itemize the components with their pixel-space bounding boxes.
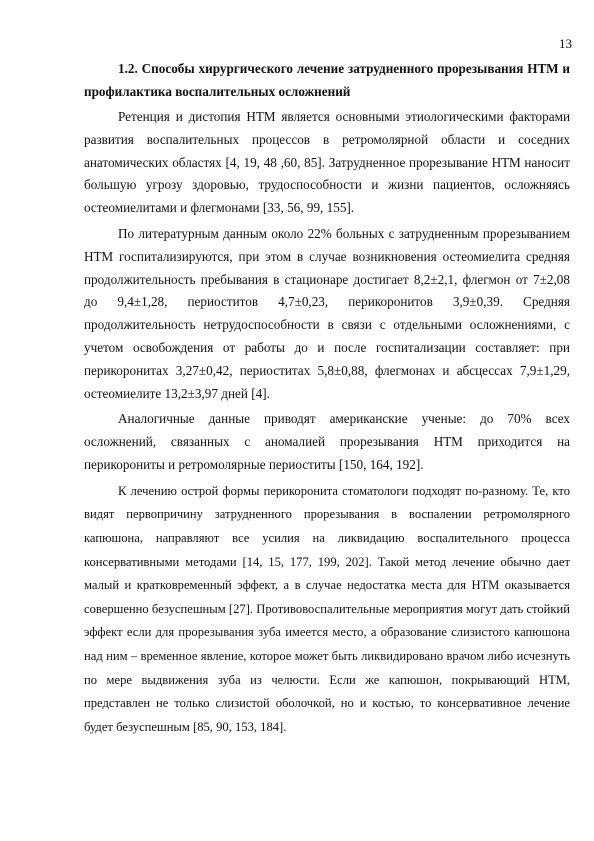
page-content (84, 58, 570, 742)
paragraph-literature-data: По литературным данным около 22% больных с затрудненным прорезыванием НТМ госпитализируются, при этом в случае возникновения остеомиелита средняя продолжительность пребывания в стационаре достигает 8,2±2,1, флегмон от 7±2,08 до 9,4±1,28, периоститов 4,7±0,23, перикоронитов 3,9±0,39. Средняя продолжительность нетрудоспособности в связи с отдельными осложнениями, с учетом освобождения от работы до и после госпитализации составляет: при перикоронитах 3,27±0,42, периоститах 5,8±0,88, флегмонах и абсцессах 7,9±1,29, остеомиелите 13,2±3,97 дней [4]. (84, 225, 570, 401)
paragraph-retention: Ретенция и дистопия НТМ является основными этиологическими факторами развития воспалительных процессов в ретромолярной области и соседних анатомических областях [4, 19, 48 ,60, 85]. Затрудненное прорезывание НТМ наносит большую угрозу здоровью, трудоспособности и жизни пациентов, осложняясь остеомиелитами и флегмонами [33, 56, 99, 155]. (84, 109, 570, 216)
section-heading: 1.2. Способы хирургического лечение затрудненного прорезывания НТМ и профилактика воспалительных осложнений (84, 61, 570, 99)
paragraph-american-data: Аналогичные данные приводят американские ученые: до 70% всех осложнений, связанных с аномалией прорезывания НТМ приходится на перикорониты и ретромолярные периоститы [150, 164, 192]. (84, 411, 570, 472)
paragraph-pericoronitis-treatment: К лечению острой формы перикоронита стоматологи подходят по-разному. Те, кто видят первопричину затрудненного прорезывания в воспалении ретромолярного капюшона, направляют все усилия на ликвидацию воспалительного процесса консервативными методами [14, 15, 177, 199, 202]. Такой метод лечение обычно дает малый и кратковременный эффект, а в случае недостатка места для НТМ оказывается совершенно безуспешным [27]. Противовоспалительные мероприятия могут дать стойкий эффект если для прорезывания зуба имеется место, а образование слизистого капюшона над ним – временное явление, которое может быть ликвидировано врачом либо исчезнуть по мере выдвижения зуба из челюсти. Если же капюшон, покрывающий НТМ, представлен не только слизистой оболочкой, но и костью, то консервативное лечение будет безуспешным [85, 90, 153, 184]. (84, 483, 570, 734)
page-number: 13 (559, 36, 572, 51)
